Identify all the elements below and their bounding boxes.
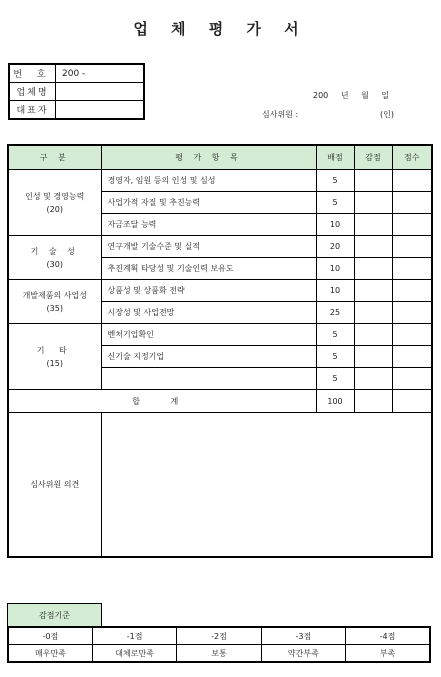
item-points: 20 <box>316 236 354 258</box>
info-label-ceo: 대표자 <box>9 101 56 120</box>
score-cell[interactable] <box>392 280 432 302</box>
category-cell <box>8 236 101 280</box>
item-label: 추진계획 타당성 및 기술인력 보유도 <box>101 258 316 280</box>
company-info-table <box>8 63 145 120</box>
category-cell <box>8 324 101 390</box>
judge-label: 심사위원 : <box>262 110 299 119</box>
category-weight: (15) <box>46 358 63 368</box>
info-row-company <box>9 83 144 101</box>
opinion-row <box>8 413 432 558</box>
document-title: 업 체 평 가 서 <box>133 20 308 38</box>
seal-label: (인) <box>380 110 394 119</box>
header-score: 점수 <box>392 145 432 170</box>
item-label: 사업가적 자질 및 추진능력 <box>101 192 316 214</box>
info-row-number <box>9 64 144 83</box>
item-label: 벤처기업확인 <box>101 324 316 346</box>
item-label: 연구개발 기술수준 및 실적 <box>101 236 316 258</box>
evaluation-date: 200 년 월 일 <box>313 91 390 100</box>
score-cell[interactable] <box>392 346 432 368</box>
category-name: 기 술 성 <box>30 246 79 256</box>
category-cell <box>8 280 101 324</box>
total-row <box>8 390 432 413</box>
opinion-field[interactable] <box>101 413 432 558</box>
total-deduction[interactable] <box>354 390 392 413</box>
deduction-cell[interactable] <box>354 346 392 368</box>
item-label[interactable] <box>101 368 316 390</box>
header-points: 배점 <box>316 145 354 170</box>
rating-label: 부족 <box>346 645 430 663</box>
deduction-cell[interactable] <box>354 214 392 236</box>
table-row <box>8 170 432 192</box>
score-cell[interactable] <box>392 192 432 214</box>
deduction-cell[interactable] <box>354 258 392 280</box>
deduction-cell[interactable] <box>354 368 392 390</box>
deduction-cell[interactable] <box>354 236 392 258</box>
grading-table <box>7 626 431 663</box>
score-cell[interactable] <box>392 302 432 324</box>
deduction-value: -0점 <box>8 627 92 645</box>
rating-row <box>8 645 430 663</box>
info-row-ceo <box>9 101 144 120</box>
info-value-number[interactable]: 200 - <box>56 64 145 83</box>
score-cell[interactable] <box>392 368 432 390</box>
item-label: 자금조달 능력 <box>101 214 316 236</box>
header-item: 평 가 항 목 <box>101 145 316 170</box>
category-cell <box>8 170 101 236</box>
deduction-cell[interactable] <box>354 192 392 214</box>
item-label: 신기술 지정기업 <box>101 346 316 368</box>
total-label: 합 계 <box>8 390 316 413</box>
category-weight: (20) <box>46 204 63 214</box>
deduction-value: -3점 <box>261 627 345 645</box>
score-cell[interactable] <box>392 170 432 192</box>
item-points: 10 <box>316 258 354 280</box>
deduction-cell[interactable] <box>354 302 392 324</box>
category-name: 개발제품의 사업성 <box>22 290 87 300</box>
deduction-value: -4점 <box>346 627 430 645</box>
score-cell[interactable] <box>392 324 432 346</box>
item-points: 10 <box>316 280 354 302</box>
grading-title: 감점기준 <box>7 603 102 628</box>
table-header-row <box>8 145 432 170</box>
table-row <box>8 280 432 302</box>
deduction-row <box>8 627 430 645</box>
score-cell[interactable] <box>392 258 432 280</box>
table-row <box>8 324 432 346</box>
info-label-number: 번 호 <box>9 64 56 83</box>
rating-label: 대체로만족 <box>92 645 176 663</box>
item-points: 5 <box>316 192 354 214</box>
header-category: 구 분 <box>8 145 101 170</box>
item-label: 경영자, 임원 등의 인성 및 심성 <box>101 170 316 192</box>
rating-label: 약간부족 <box>261 645 345 663</box>
score-cell[interactable] <box>392 236 432 258</box>
table-row <box>8 236 432 258</box>
rating-label: 보통 <box>177 645 261 663</box>
deduction-cell[interactable] <box>354 280 392 302</box>
score-cell[interactable] <box>392 214 432 236</box>
deduction-value: -2점 <box>177 627 261 645</box>
category-name: 인성 및 경영능력 <box>25 191 85 201</box>
info-value-ceo[interactable] <box>56 101 145 120</box>
item-label: 상품성 및 상품화 전략 <box>101 280 316 302</box>
deduction-value: -1점 <box>92 627 176 645</box>
header-deduction: 감점 <box>354 145 392 170</box>
item-points: 10 <box>316 214 354 236</box>
opinion-label: 심사위원 의견 <box>8 413 101 558</box>
item-points: 25 <box>316 302 354 324</box>
item-points: 5 <box>316 170 354 192</box>
item-points: 5 <box>316 346 354 368</box>
total-points: 100 <box>316 390 354 413</box>
info-label-company: 업체명 <box>9 83 56 101</box>
deduction-cell[interactable] <box>354 170 392 192</box>
category-weight: (35) <box>46 303 63 313</box>
item-points: 5 <box>316 324 354 346</box>
item-label: 시장성 및 사업전망 <box>101 302 316 324</box>
info-value-company[interactable] <box>56 83 145 101</box>
evaluation-table <box>7 144 433 558</box>
category-weight: (30) <box>46 259 63 269</box>
category-name: 기 타 <box>36 345 73 355</box>
rating-label: 매우만족 <box>8 645 92 663</box>
total-score[interactable] <box>392 390 432 413</box>
item-points: 5 <box>316 368 354 390</box>
deduction-cell[interactable] <box>354 324 392 346</box>
